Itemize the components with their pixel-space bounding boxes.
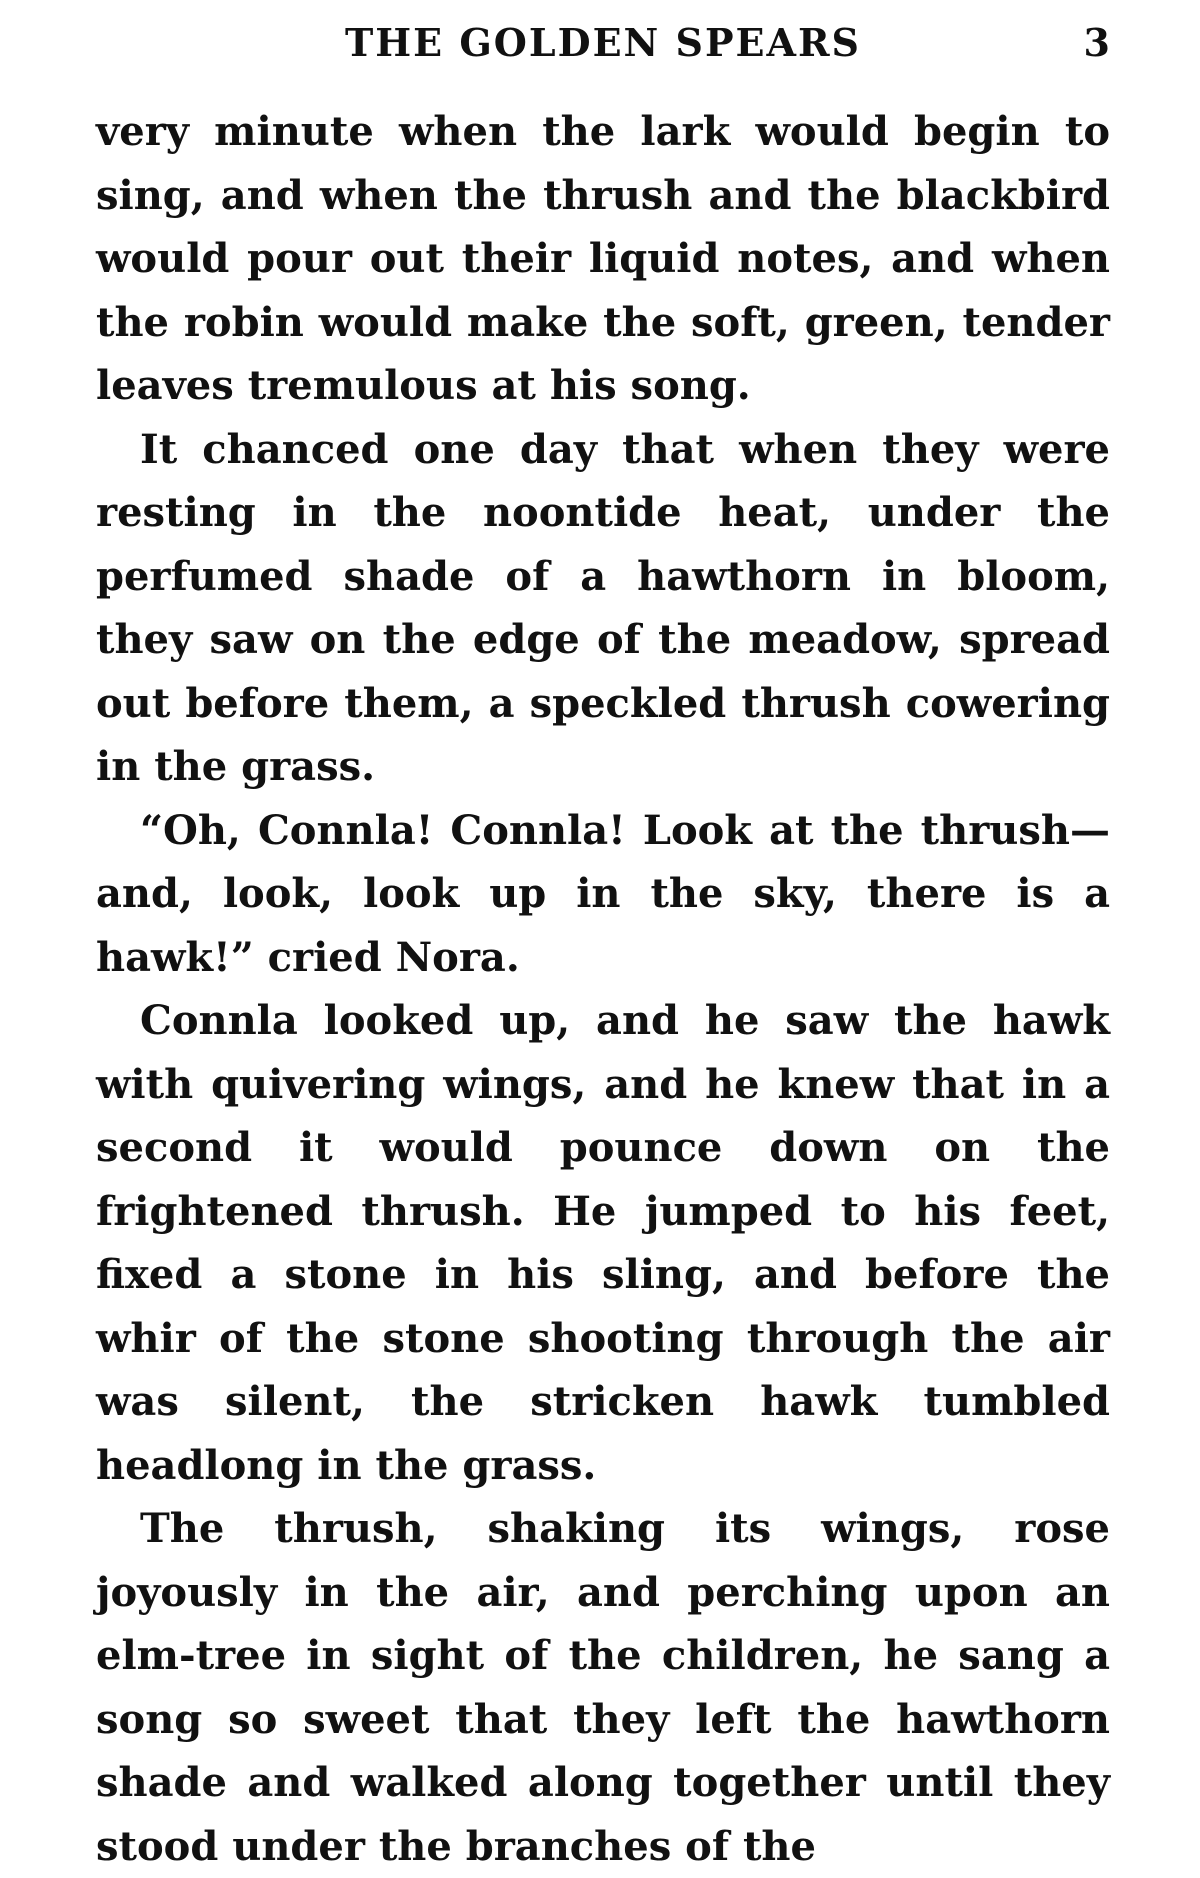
running-head-title: THE GOLDEN SPEARS xyxy=(344,20,861,65)
paragraph: “Oh, Connla! Connla! Look at the thrush— and, look, look up in the sky, there is a hawk!” cried Nora. xyxy=(96,806,1110,981)
paragraph: The thrush, shaking its wings, rose joyously in the air, and perching upon an elm-tree in sight of the children, he sang a song so sweet that they left the hawthorn shade and walked along together until they stood under the branches of the xyxy=(96,1505,1110,1870)
paragraph: Connla looked up, and he saw the hawk with quivering wings, and he knew that in a second it would pounce down on the frightened thrush. He jumped to his feet, fixed a stone in his sling, and before the whir of the stone shooting through the air was silent, the stricken hawk tumbled headlong in the grass. xyxy=(96,997,1110,1489)
running-head xyxy=(96,18,1110,68)
body-text xyxy=(96,100,1110,1878)
paragraph: It chanced one day that when they were resting in the noontide heat, under the perfumed shade of a hawthorn in bloom, they saw on the edge of the meadow, spread out before them, a speckled thrush cowering in the grass. xyxy=(96,425,1110,790)
page-number: 3 xyxy=(1083,20,1110,65)
paragraph-continued: very minute when the lark would begin to sing, and when the thrush and the blackbird would pour out their liquid notes, and when the robin would make the soft, green, tender leaves tremulous at his song. xyxy=(96,108,1110,409)
